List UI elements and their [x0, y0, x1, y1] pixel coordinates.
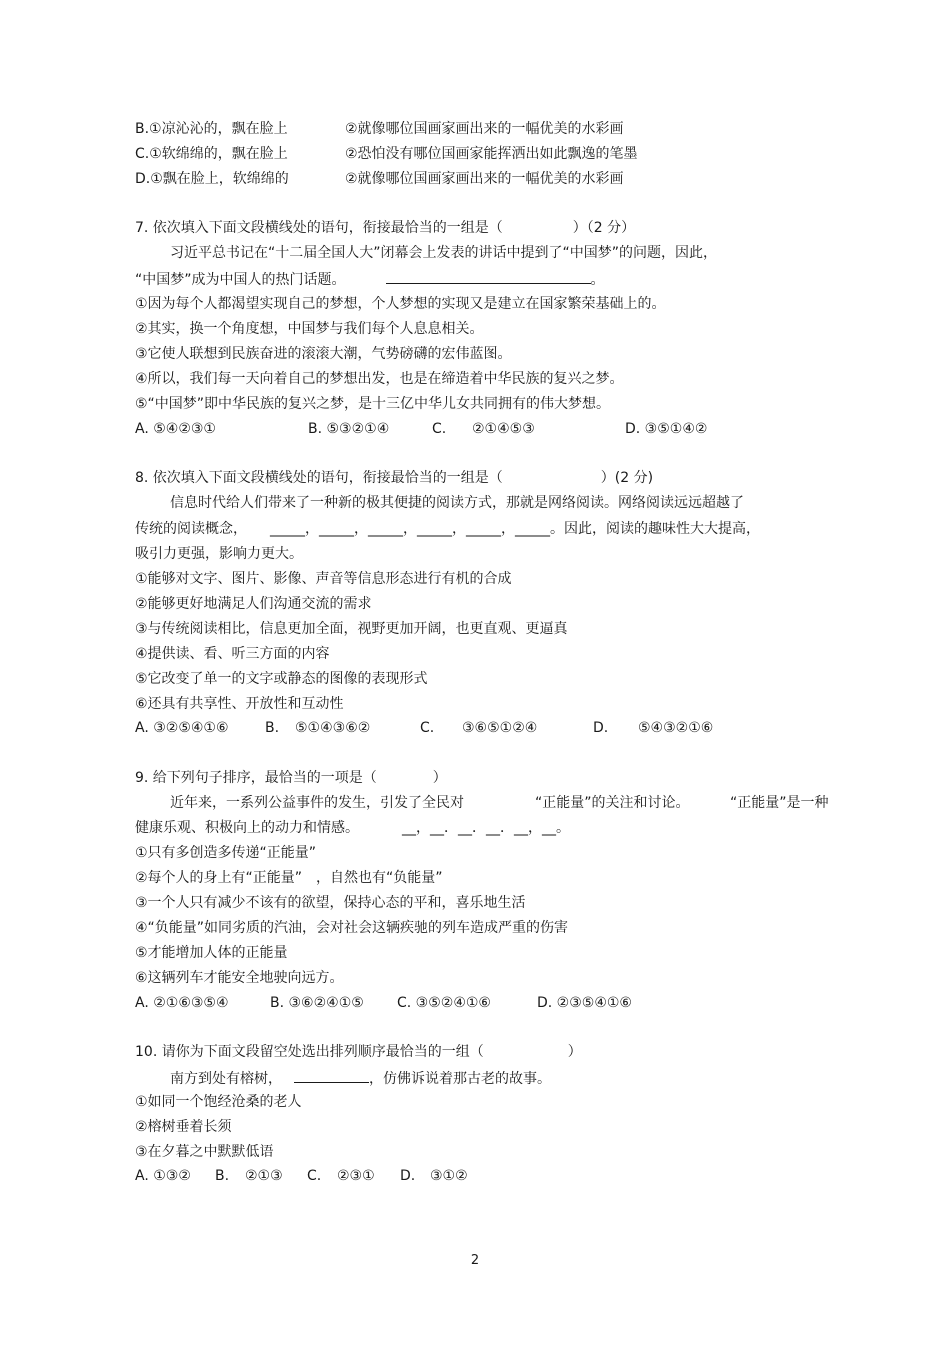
q7-option-d: D. ③⑤①④② — [625, 421, 708, 437]
q7-item-4: ④所以，我们每一天向着自己的梦想出发，也是在缔造着中华民族的复兴之梦。 — [135, 371, 624, 387]
q10-paragraph-end: ，仿佛诉说着那古老的故事。 — [369, 1071, 551, 1087]
q10-item-3: ③在夕暮之中默默低语 — [135, 1144, 274, 1160]
q7-item-1: ①因为每个人都渴望实现自己的梦想，个人梦想的实现又是建立在国家繁荣基础上的。 — [135, 296, 666, 312]
q7-option-a: A. ⑤④②③① — [135, 421, 216, 437]
q9-item-5: ⑤才能增加人体的正能量 — [135, 945, 288, 961]
q10-option-a: A. ①③② — [135, 1168, 191, 1184]
q6-option-d-part1: D.①飘在脸上，软绵绵的 — [135, 171, 289, 187]
q9-item-4: ④“负能量”如同劣质的汽油，会对社会这辆疾驰的列车造成严重的伤害 — [135, 920, 569, 936]
q6-option-b — [135, 120, 288, 138]
q6-option-d-part2: ②就像哪位国画家画出来的一幅优美的水彩画 — [345, 171, 624, 187]
q7-item-2: ②其实，换一个角度想，中国梦与我们每个人息息相关。 — [135, 321, 484, 337]
q8-item-3: ③与传统阅读相比，信息更加全面，视野更加开阔，也更直观、更逼真 — [135, 621, 568, 637]
q10-stem: 10. 请你为下面文段留空处选出排列顺序最恰当的一组（ ） — [135, 1044, 582, 1060]
q9-paragraph-line1-start: 近年来，一系列公益事件的发生，引发了全民对 — [170, 795, 464, 811]
q7-option-b: B. ⑤③②①④ — [308, 421, 390, 437]
q9-item-1: ①只有多创造多传递“正能量” — [135, 845, 317, 861]
q7-item-3: ③它使人联想到民族奋进的滚滚大潮，气势磅礴的宏伟蓝图。 — [135, 346, 512, 362]
q8-option-a: A. ③②⑤④①⑥ — [135, 720, 229, 736]
q9-option-b: B. ③⑥②④①⑤ — [270, 995, 364, 1011]
q6-option-c-part1: C.①软绵绵的，飘在脸上 — [135, 146, 288, 162]
q8-paragraph-line1: 信息时代给人们带来了一种新的极其便捷的阅读方式，那就是网络阅读。网络阅读远远超越了 — [170, 495, 744, 511]
q8-paragraph-line2-blanks: _____，_____，_____，_____，_____，_____。因此，阅读的趣味性大大提高， — [270, 521, 760, 537]
q9-item-2: ②每个人的身上有“正能量” ，自然也有“负能量” — [135, 870, 443, 886]
q9-paragraph-line2-blanks: __，__．__．__．__，__。 — [402, 820, 570, 836]
q10-option-b: ②①③ — [245, 1168, 283, 1184]
q6-option-b-part2: ②就像哪位国画家画出来的一幅优美的水彩画 — [345, 121, 624, 137]
q8-option-b: ⑤①④③⑥② — [295, 720, 371, 736]
q8-item-6: ⑥还具有共享性、开放性和互动性 — [135, 696, 344, 712]
q7-item-5: ⑤“中国梦”即中华民族的复兴之梦，是十三亿中华儿女共同拥有的伟大梦想。 — [135, 396, 611, 412]
q10-option-b-label: B. — [215, 1168, 230, 1184]
q10-option-d: ③①② — [430, 1168, 468, 1184]
page-number: 2 — [470, 1253, 480, 1268]
q8-option-d: ⑤④③②①⑥ — [638, 720, 714, 736]
q7-option-c-label: C. — [432, 421, 447, 437]
q9-item-6: ⑥这辆列车才能安全地驶向远方。 — [135, 970, 344, 986]
q9-option-d: D. ②③⑤④①⑥ — [537, 995, 632, 1011]
q7-answer-blank[interactable] — [386, 269, 591, 284]
q10-answer-blank[interactable] — [294, 1068, 369, 1083]
q6-option-b-part1: B.①凉沁沁的，飘在脸上 — [135, 121, 288, 137]
q7-paragraph-period: 。 — [590, 272, 605, 288]
q8-item-2: ②能够更好地满足人们沟通交流的需求 — [135, 596, 372, 612]
q7-paragraph-line2 — [135, 269, 605, 289]
q9-paragraph-line1-mid: “正能量”的关注和讨论。 — [535, 795, 690, 811]
q10-paragraph-start: 南方到处有榕树， — [170, 1071, 282, 1087]
q10-item-2: ②榕树垂着长须 — [135, 1119, 232, 1135]
q8-item-4: ④提供读、看、听三方面的内容 — [135, 646, 330, 662]
q9-paragraph-line1-end: “正能量”是一种 — [730, 795, 829, 811]
q9-item-3: ③一个人只有减少不该有的欲望，保持心态的平和，喜乐地生活 — [135, 895, 526, 911]
q10-option-c-label: C. — [307, 1168, 322, 1184]
q6-option-c-part2: ②恐怕没有哪位国画家能挥洒出如此飘逸的笔墨 — [345, 146, 638, 162]
q7-option-c: ②①④⑤③ — [472, 421, 535, 437]
q7-paragraph-line1: 习近平总书记在“十二届全国人大”闭幕会上发表的讲话中提到了“中国梦”的问题，因此， — [170, 245, 718, 261]
q8-option-d-label: D. — [593, 720, 609, 736]
q8-item-1: ①能够对文字、图片、影像、声音等信息形态进行有机的合成 — [135, 571, 512, 587]
q10-option-c: ②③① — [337, 1168, 375, 1184]
q7-stem: 7. 依次填入下面文段横线处的语句，衔接最恰当的一组是（ ）（2 分） — [135, 220, 636, 236]
q10-item-1: ①如同一个饱经沧桑的老人 — [135, 1094, 302, 1110]
q8-stem: 8. 依次填入下面文段横线处的语句，衔接最恰当的一组是（ ）(2 分) — [135, 470, 654, 486]
q7-paragraph-text: “中国梦”成为中国人的热门话题。 — [135, 272, 346, 288]
q8-paragraph-line3: 吸引力更强，影响力更大。 — [135, 546, 303, 562]
q9-stem: 9. 给下列句子排序，最恰当的一项是（ ） — [135, 770, 447, 786]
q8-option-c: ③⑥⑤①②④ — [462, 720, 538, 736]
q8-option-b-label: B. — [265, 720, 280, 736]
q10-paragraph — [170, 1068, 551, 1088]
q9-option-a: A. ②①⑥③⑤④ — [135, 995, 229, 1011]
q8-item-5: ⑤它改变了单一的文字或静态的图像的表现形式 — [135, 671, 428, 687]
q9-paragraph-line2-start: 健康乐观、积极向上的动力和情感。 — [135, 820, 359, 836]
q8-paragraph-line2-start: 传统的阅读概念， — [135, 521, 247, 537]
q10-option-d-label: D. — [400, 1168, 416, 1184]
q9-option-c: C. ③⑤②④①⑥ — [397, 995, 491, 1011]
q8-option-c-label: C. — [420, 720, 435, 736]
